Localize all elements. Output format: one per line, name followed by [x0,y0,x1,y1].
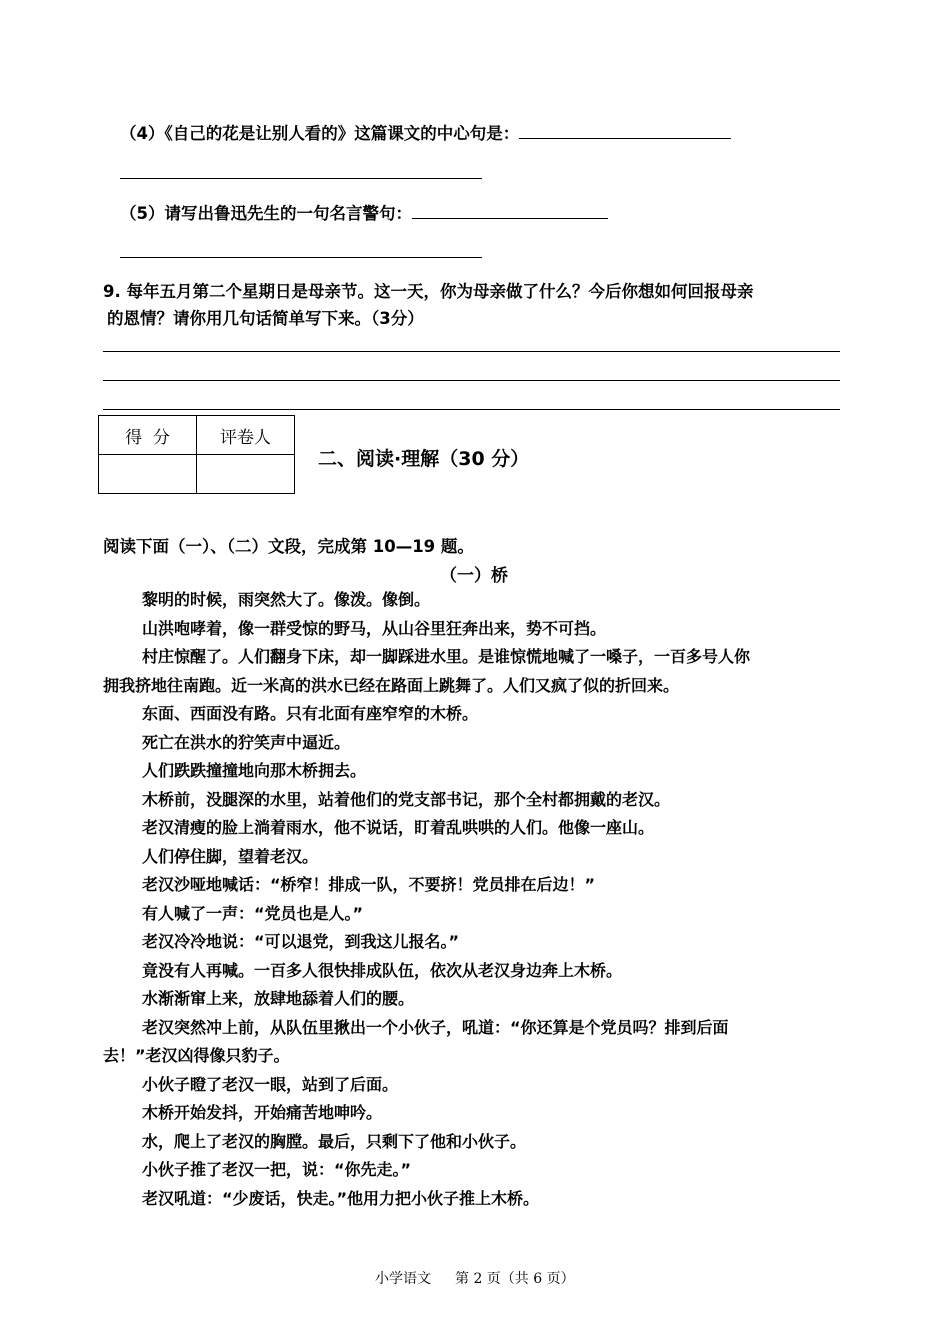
question-8-5-label: （5）请写出鲁迅先生的一句名言警句： [120,204,412,223]
question-9-text-1: . 每年五月第二个星期日是母亲节。这一天，你为母亲做了什么？今后你想如何回报母亲 [114,282,754,301]
passage-line: 小伙子推了老汉一把，说：“你先走。” [142,1160,412,1179]
passage-line: 木桥前，没腿深的水里，站着他们的党支部书记，那个全村都拥戴的老汉。 [142,789,671,809]
grader-header: 评卷人 [197,416,295,455]
answer-line-9-1[interactable] [103,351,840,352]
passage-line: 村庄惊醒了。人们翻身下床，却一脚踩进水里。是谁惊慌地喊了一嗓子，一百多号人你 [142,647,751,666]
passage-line: 有人喊了一声：“党员也是人。” [142,903,364,923]
footer-page: 第 2 页（共 6 页） [455,1271,575,1287]
question-9-line1 [103,278,754,302]
passage-line: 去！”老汉凶得像只豹子。 [103,1046,290,1065]
question-8-4 [120,120,731,144]
answer-blank-8-5[interactable] [412,202,608,219]
question-8-5 [120,200,608,224]
passage-line: 老汉吼道：“少废话，快走。”他用力把小伙子推上木桥。 [142,1188,540,1208]
answer-blank-8-4[interactable] [519,122,731,139]
section-title: 二、阅读·理解（30 分） [318,448,530,470]
passage-line: 老汉冷冷地说：“可以退党，到我这儿报名。” [142,932,460,951]
passage-body [103,586,853,1213]
passage-title: （一）桥 [440,566,508,586]
passage-line: 水，爬上了老汉的胸膛。最后，只剩下了他和小伙子。 [142,1131,527,1151]
score-cell[interactable] [99,455,197,494]
passage-line: 水渐渐窜上来，放肆地舔着人们的腰。 [142,989,415,1008]
passage-line: 小伙子瞪了老汉一眼，站到了后面。 [142,1074,399,1094]
passage-line: 人们跌跌撞撞地向那木桥拥去。 [142,761,367,780]
question-9-text-2: 的恩情？请你用几句话简单写下来。（3分） [107,309,424,328]
score-header: 得 分 [99,416,197,455]
answer-line-9-2[interactable] [103,380,840,381]
answer-line-8-5-cont[interactable] [120,257,482,258]
passage-line: 黎明的时候，雨突然大了。像泼。像倒。 [142,590,431,609]
reading-instruction: 阅读下面（一）、（二）文段，完成第 10—19 题。 [103,537,474,556]
passage-line: 山洪咆哮着，像一群受惊的野马，从山谷里狂奔出来，势不可挡。 [142,618,607,638]
grader-cell[interactable] [197,455,295,494]
footer-subject: 小学语文 [375,1271,431,1287]
answer-line-9-3[interactable] [103,409,840,410]
passage-line: 老汉清瘦的脸上淌着雨水，他不说话，盯着乱哄哄的人们。他像一座山。 [142,818,655,837]
passage-line: 拥我挤地往南跑。近一米高的洪水已经在路面上跳舞了。人们又疯了似的折回来。 [103,675,680,695]
answer-line-8-4-cont[interactable] [120,178,482,179]
score-table [98,415,295,494]
passage-line: 人们停住脚，望着老汉。 [142,846,319,866]
question-8-4-label: （4）《自己的花是让别人看的》这篇课文的中心句是： [120,124,520,143]
passage-line: 老汉沙哑地喊话：“桥窄！排成一队，不要挤！党员排在后边！” [142,875,596,894]
passage-line: 竟没有人再喊。一百多人很快排成队伍，依次从老汉身边奔上木桥。 [142,960,623,980]
question-9-line2 [107,305,424,329]
passage-line: 死亡在洪水的狞笑声中逼近。 [142,732,351,752]
page-footer [375,1268,575,1288]
passage-line: 东面、西面没有路。只有北面有座窄窄的木桥。 [142,704,479,723]
question-9-number: 9 [103,282,115,301]
passage-line: 木桥开始发抖，开始痛苦地呻吟。 [142,1103,383,1122]
passage-line: 老汉突然冲上前，从队伍里揪出一个小伙子，吼道：“你还算是个党员吗？排到后面 [142,1017,729,1037]
